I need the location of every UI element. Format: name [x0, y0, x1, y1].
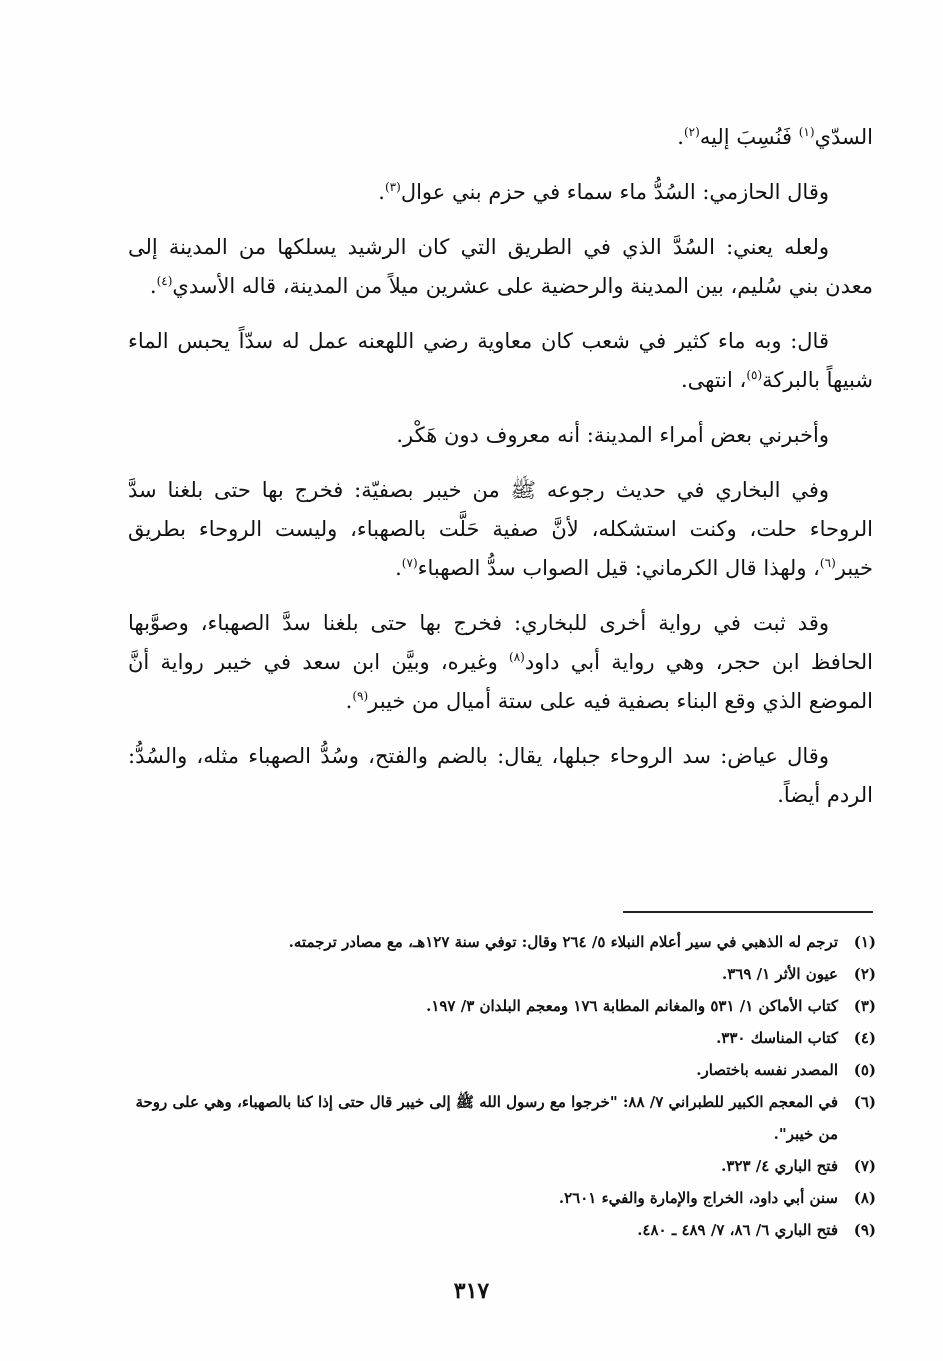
text-run: . [395, 556, 402, 580]
text-run: وقال عياض: سد الروحاء جبلها، يقال: بالضم والفتح، وسُدُّ الصهباء مثله، والسُدُّ: الردم أيضاً. [128, 744, 873, 807]
text-run: السدّي [814, 125, 873, 149]
footnote-text: كتاب الأماكن ١/ ٥٣١ والمغانم المطابة ١٧٦ ومعجم البلدان ٣/ ١٩٧. [426, 997, 838, 1015]
footnote-3 [128, 990, 876, 1022]
text-run: ولعله يعني: السُدَّ الذي في الطريق التي كان الرشيد يسلكها من المدينة إلى معدن بني سُليم، بين المدينة والرحضية على عشرين ميلاً من المدينة، قاله الأسدي [128, 235, 873, 298]
footnote-ref-7[interactable]: (٧) [401, 556, 418, 570]
footnote-ref-1[interactable]: (١) [798, 125, 815, 139]
footnote-text: كتاب المناسك ٣٣٠. [716, 1029, 838, 1047]
footnote-9 [128, 1214, 876, 1246]
footnote-text: ترجم له الذهبي في سير أعلام النبلاء ٥/ ٢٦٤ وقال: توفي سنة ١٢٧هـ، مع مصادر ترجمته. [288, 933, 838, 951]
footnote-1 [128, 926, 876, 958]
footnote-6 [128, 1086, 876, 1150]
paragraph-6 [128, 471, 873, 588]
text-run: وغيره، وبيَّن ابن سعد في خيبر رواية أنَّ الموضع الذي وقع البناء بصفية فيه على ستة أميال من خيبر [128, 650, 873, 713]
text-run: وقال الحازمي: السُدُّ ماء سماء في حزم بني عوال [400, 180, 829, 204]
text-run: وفي البخاري في حديث رجوعه ﷺ من خيبر بصفيّة: فخرج بها حتى بلغنا سدَّ الروحاء حلت، وكنت استشكله، لأنَّ صفية حَلَّت بالصهباء، وليست الروحاء بطريق خيبر [128, 478, 873, 580]
footnote-2 [128, 958, 876, 990]
footnote-ref-4[interactable]: (٤) [156, 274, 173, 288]
text-run: وقد ثبت في رواية أخرى للبخاري: فخرج بها حتى بلغنا سدَّ الصهباء، وصوَّبها الحافظ ابن حجر، وهي رواية أبي داود [128, 611, 873, 674]
paragraph-8 [128, 737, 873, 815]
main-text [128, 118, 873, 831]
paragraph-4 [128, 322, 873, 400]
paragraph-3 [128, 228, 873, 306]
footnote-separator [623, 911, 873, 913]
footnote-ref-6[interactable]: (٦) [819, 556, 836, 570]
text-run: . [345, 689, 353, 713]
footnote-text: المصدر نفسه باختصار. [696, 1061, 838, 1079]
footnote-ref-8[interactable]: (٨) [509, 650, 525, 664]
text-run: . [149, 274, 157, 298]
footnote-text: سنن أبي داود، الخراج والإمارة والفيء ٢٦٠١. [558, 1189, 838, 1207]
footnote-8 [128, 1182, 876, 1214]
footnote-number: (٩) [853, 1221, 876, 1239]
footnote-5 [128, 1054, 876, 1086]
paragraph-2 [128, 173, 873, 212]
footnote-number: (٤) [853, 1029, 876, 1047]
footnote-text: في المعجم الكبير للطبراني ٧/ ٨٨: "خرجوا مع رسول الله ﷺ إلى خيبر قال حتى إذا كنا بالصهباء، وهي على روحة من خيبر". [135, 1093, 838, 1143]
text-run: . [378, 180, 385, 204]
text-run: وأخبرني بعض أمراء المدينة: أنه معروف دون هَكْر. [396, 423, 829, 447]
footnote-text: فتح الباري ٦/ ٨٦، ٧/ ٤٨٩ ـ ٤٨٠. [637, 1221, 838, 1239]
footnote-ref-2[interactable]: (٢) [683, 125, 700, 139]
text-run: ، انتهى. [680, 368, 747, 392]
footnote-number: (٦) [853, 1093, 876, 1111]
paragraph-1 [128, 118, 873, 157]
text-run: ، ولهذا قال الكرماني: قيل الصواب سدُّ الصهباء [417, 556, 820, 580]
footnote-text: عيون الأثر ١/ ٣٦٩. [721, 965, 838, 983]
footnote-number: (١) [853, 933, 876, 951]
footnote-number: (٢) [853, 965, 876, 983]
text-run: قال: وبه ماء كثير في شعب كان معاوية رضي اللهعنه عمل له سدّاً يحبس الماء شبيهاً بالبركة [128, 329, 873, 392]
paragraph-5 [128, 416, 873, 455]
paragraph-7 [128, 604, 873, 721]
text-run: . [677, 125, 684, 149]
footnote-number: (٨) [853, 1189, 876, 1207]
text-run: فَنُسِبَ إليه [699, 125, 799, 149]
footnote-7 [128, 1150, 876, 1182]
footnote-number: (٧) [853, 1157, 876, 1175]
footnote-text: فتح الباري ٤/ ٣٢٣. [721, 1157, 838, 1175]
footnote-number: (٥) [853, 1061, 876, 1079]
page-number: ٣١٧ [453, 1278, 490, 1304]
footnotes-section [128, 926, 876, 1246]
footnote-ref-5[interactable]: (٥) [746, 368, 763, 382]
footnote-4 [128, 1022, 876, 1054]
footnote-ref-9[interactable]: (٩) [352, 689, 369, 703]
footnote-ref-3[interactable]: (٣) [384, 180, 401, 194]
footnote-number: (٣) [853, 997, 876, 1015]
